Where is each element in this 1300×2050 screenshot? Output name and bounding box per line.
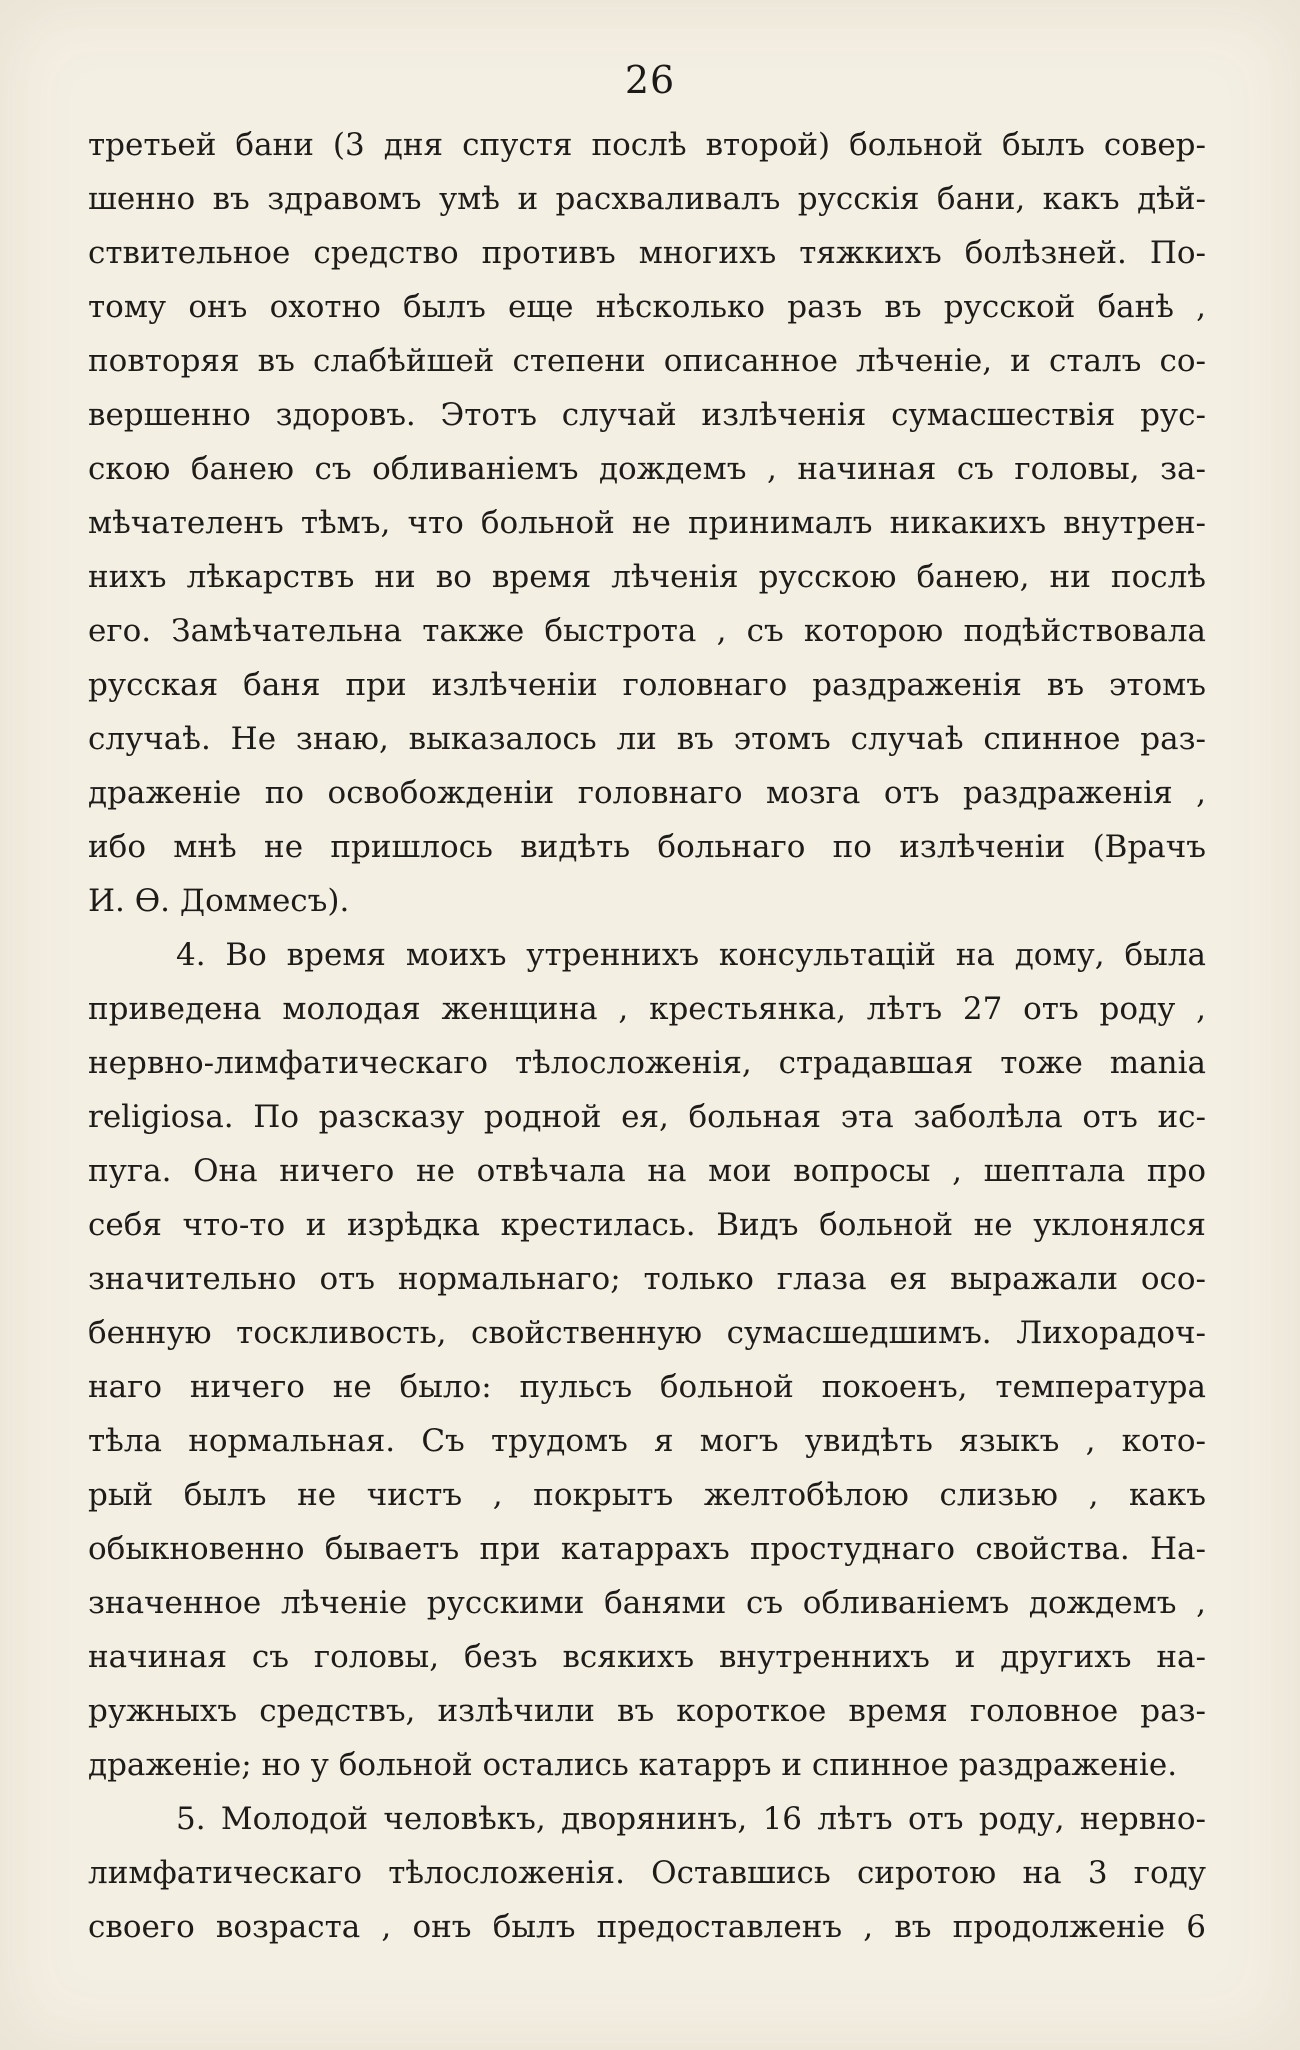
text-line: своего возраста , онъ былъ предоставленъ , въ продолженіе 6 bbox=[88, 1909, 1206, 1945]
text-line: драженіе по освобожденіи головнаго мозга отъ раздраженія , bbox=[88, 775, 1206, 811]
text-line: его. Замѣчательна также быстрота , съ которою подѣйствовала bbox=[88, 613, 1206, 649]
body-text bbox=[88, 118, 1206, 1954]
text-line: нервно-лимфатическаго тѣлосложенія, страдавшая тоже mania bbox=[88, 1045, 1206, 1081]
text-line: нихъ лѣкарствъ ни во время лѣченія русскою банею, ни послѣ bbox=[88, 559, 1206, 595]
text-line: тѣла нормальная. Съ трудомъ я могъ увидѣть языкъ , кото- bbox=[88, 1423, 1206, 1459]
text-line: русская баня при излѣченіи головнаго раздраженія въ этомъ bbox=[88, 667, 1206, 703]
text-line: бенную тоскливость, свойственную сумасшедшимъ. Лихорадоч- bbox=[88, 1315, 1206, 1351]
text-line: драженіе; но у больной остались катарръ и спинное раздраженіе. bbox=[88, 1747, 1178, 1783]
page-number: 26 bbox=[624, 58, 676, 102]
text-line: ствительное средство противъ многихъ тяжкихъ болѣзней. По- bbox=[88, 235, 1206, 271]
text-line: лимфатическаго тѣлосложенія. Оставшись сиротою на 3 году bbox=[88, 1855, 1206, 1891]
text-line: третьей бани (3 дня спустя послѣ второй) больной былъ совер- bbox=[88, 127, 1206, 163]
text-line: И. Ѳ. Доммесъ). bbox=[88, 883, 350, 919]
text-line: случаѣ. Не знаю, выказалось ли въ этомъ случаѣ спинное раз- bbox=[88, 721, 1206, 757]
text-line: наго ничего не было: пульсъ больной покоенъ, температура bbox=[88, 1369, 1206, 1405]
text-line: значительно отъ нормальнаго; только глаза ея выражали осо- bbox=[88, 1261, 1206, 1297]
text-line: начиная съ головы, безъ всякихъ внутреннихъ и другихъ на- bbox=[88, 1639, 1206, 1675]
text-line: ибо мнѣ не пришлось видѣть больнаго по излѣченіи (Врачъ bbox=[88, 829, 1206, 865]
text-line: скою банею съ обливаніемъ дождемъ , начиная съ головы, за- bbox=[88, 451, 1206, 487]
text-line: шенно въ здравомъ умѣ и расхваливалъ русскія бани, какъ дѣй- bbox=[88, 181, 1206, 217]
text-line: приведена молодая женщина , крестьянка, лѣтъ 27 отъ роду , bbox=[88, 991, 1206, 1027]
text-line: пуга. Она ничего не отвѣчала на мои вопросы , шептала про bbox=[88, 1153, 1206, 1189]
text-line: значенное лѣченіе русскими банями съ обливаніемъ дождемъ , bbox=[88, 1585, 1206, 1621]
text-line: 4. Во время моихъ утреннихъ консультацій на дому, была bbox=[176, 937, 1206, 973]
text-line: обыкновенно бываетъ при катаррахъ простуднаго свойства. На- bbox=[88, 1531, 1206, 1567]
text-line: ружныхъ средствъ, излѣчили въ короткое время головное раз- bbox=[88, 1693, 1206, 1729]
text-line: тому онъ охотно былъ еще нѣсколько разъ въ русской банѣ , bbox=[88, 289, 1206, 325]
text-line: 5. Молодой человѣкъ, дворянинъ, 16 лѣтъ отъ роду, нервно- bbox=[176, 1801, 1206, 1837]
text-line: мѣчателенъ тѣмъ, что больной не принималъ никакихъ внутрен- bbox=[88, 505, 1206, 541]
text-line: рый былъ не чистъ , покрытъ желтобѣлою слизью , какъ bbox=[88, 1477, 1206, 1513]
text-line: вершенно здоровъ. Этотъ случай излѣченія сумасшествія рус- bbox=[88, 397, 1206, 433]
text-line: себя что-то и изрѣдка крестилась. Видъ больной не уклонялся bbox=[88, 1207, 1206, 1243]
text-line: religiosa. По разсказу родной ея, больная эта заболѣла отъ ис- bbox=[88, 1099, 1206, 1135]
text-line: повторяя въ слабѣйшей степени описанное лѣченіе, и сталъ со- bbox=[88, 343, 1206, 379]
